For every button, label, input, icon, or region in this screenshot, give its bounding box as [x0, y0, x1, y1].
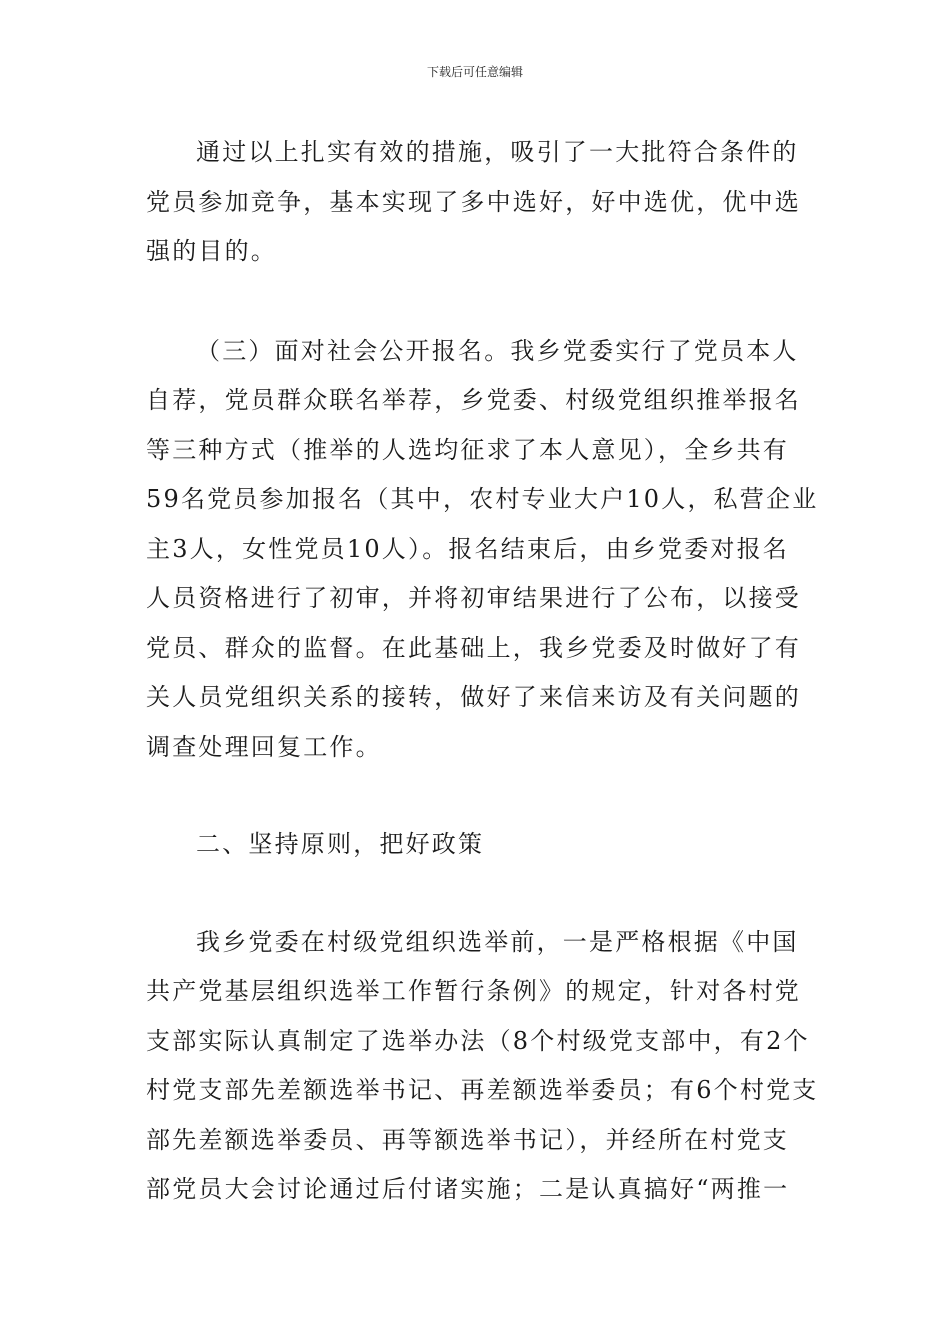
text-line: 人员资格进行了初审，并将初审结果进行了公布，以接受 — [146, 584, 801, 612]
text-line: 村党支部先差额选举书记、再差额选举委员；有6个村党支 — [146, 1076, 819, 1104]
text-line: 自荐，党员群众联名举荐，乡党委、村级党组织推举报名 — [146, 386, 801, 414]
text-line: 部先差额选举委员、再等额选举书记），并经所在村党支 — [146, 1125, 789, 1154]
text-line: 强的目的。 — [146, 237, 277, 265]
text-line: 党员、群众的监督。在此基础上，我乡党委及时做好了有 — [146, 633, 801, 662]
paragraph-election-rules — [146, 918, 819, 1215]
text-line: 等三种方式（推举的人选均征求了本人意见），全乡共有 — [146, 435, 789, 464]
text-line: 党员参加竞争，基本实现了多中选好，好中选优，优中选 — [146, 187, 801, 216]
paragraph-spacer — [146, 870, 808, 918]
text-line: 通过以上扎实有效的措施，吸引了一大批符合条件的 — [196, 138, 799, 166]
text-line: 59名党员参加报名（其中，农村专业大户10人，私营企业 — [146, 485, 819, 513]
paragraph-measures-summary — [146, 128, 808, 277]
text-line: 调查处理回复工作。 — [146, 732, 382, 761]
paragraph-open-registration — [146, 327, 819, 773]
paragraph-spacer — [146, 772, 808, 820]
paragraph-spacer — [146, 277, 808, 327]
text-line: 我乡党委在村级党组织选举前，一是严格根据《中国 — [196, 927, 799, 956]
page-header: 下载后可任意编辑 — [426, 65, 523, 79]
text-line: 支部实际认真制定了选举办法（8个村级党支部中，有2个 — [146, 1026, 810, 1055]
section-heading — [146, 820, 808, 870]
document-body — [146, 128, 819, 1215]
text-line: 部党员大会讨论通过后付诸实施；二是认真搞好“两推一 — [146, 1175, 790, 1203]
text-line: （三）面对社会公开报名。我乡党委实行了党员本人 — [196, 336, 799, 365]
text-line: 共产党基层组织选举工作暂行条例》的规定，针对各村党 — [146, 977, 801, 1005]
text-line: 主3人，女性党员10人）。报名结束后，由乡党委对报名 — [146, 534, 790, 563]
section-title: 二、坚持原则，把好政策 — [196, 830, 485, 858]
text-line: 关人员党组织关系的接转，做好了来信来访及有关问题的 — [146, 683, 801, 711]
